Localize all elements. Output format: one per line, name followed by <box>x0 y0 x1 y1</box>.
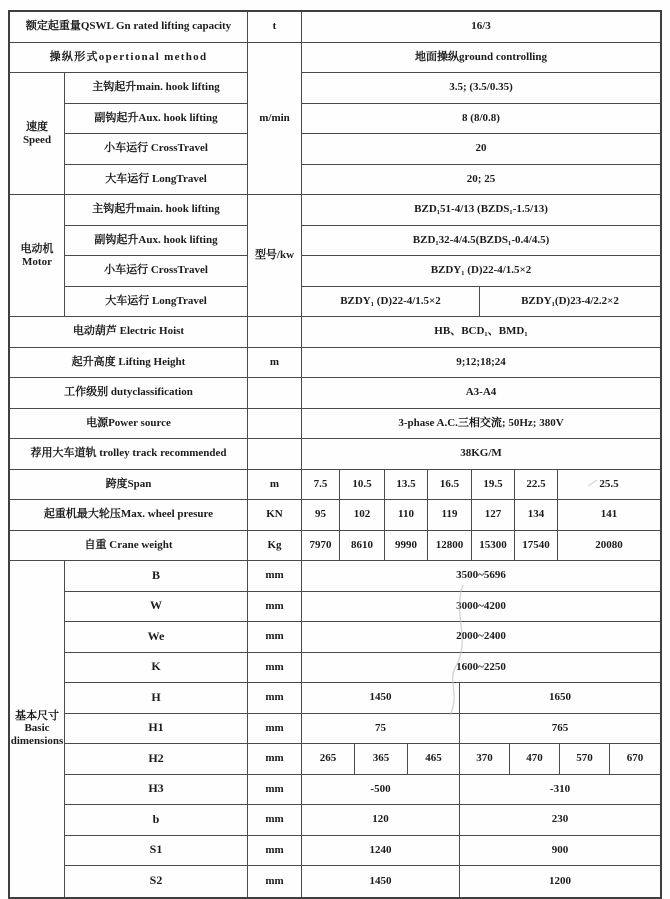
dim-label: H2 <box>65 744 248 775</box>
dim-unit: mm <box>248 836 302 867</box>
wheel-pressure-value: 127 <box>472 500 515 531</box>
dim-label: S1 <box>65 836 248 867</box>
crane-weight-label: 自重 Crane weight <box>10 531 248 562</box>
dim-unit: mm <box>248 653 302 684</box>
method-value: 地面操纵ground controlling <box>302 43 660 74</box>
rated-capacity-value: 16/3 <box>302 12 660 43</box>
motor-row-value: BZD₁51-4/13 (BZDS₁-1.5/13) <box>302 195 660 226</box>
wheel-pressure-label: 起重机最大轮压Max. wheel presure <box>10 500 248 531</box>
crane-weight-unit: Kg <box>248 531 302 562</box>
motor-longtravel-values <box>302 287 660 318</box>
table-row-duty-classification <box>10 378 660 409</box>
crane-spec-table <box>8 10 662 899</box>
power-source-unit <box>248 409 302 440</box>
dim-unit: mm <box>248 866 302 897</box>
crane-weight-value: 8610 <box>340 531 385 562</box>
table-row-crane-weight <box>10 531 660 562</box>
trolley-track-unit <box>248 439 302 470</box>
dim-label: H1 <box>65 714 248 745</box>
method-label: 操纵形式opertional method <box>10 43 248 74</box>
span-value: 16.5 <box>428 470 472 501</box>
dim-value-right: 230 <box>460 805 660 836</box>
rated-capacity-unit: t <box>248 12 302 43</box>
dim-row-b <box>65 805 660 836</box>
dim-label: H3 <box>65 775 248 806</box>
motor-longtravel-right: BZDY₁(D)23-4/2.2×2 <box>480 287 660 318</box>
crane-weight-value: 15300 <box>472 531 515 562</box>
dimensions-group-en2: dimensions <box>10 735 64 748</box>
power-source-label: 电源Power source <box>10 409 248 440</box>
dim-label: We <box>65 622 248 653</box>
motor-row-value: BZD₁32-4/4.5(BZDS₁-0.4/4.5) <box>302 226 660 257</box>
motor-group-en: Motor <box>22 255 52 268</box>
speed-row-label: 大车运行 LongTravel <box>65 165 248 196</box>
dim-value: 1600~2250 <box>302 653 660 684</box>
dim-unit: mm <box>248 775 302 806</box>
dim-unit: mm <box>248 592 302 623</box>
span-value: 19.5 <box>472 470 515 501</box>
motor-row-label: 小车运行 CrossTravel <box>65 256 248 287</box>
dim-h2-value: 470 <box>510 744 560 775</box>
dim-value-left: 1450 <box>302 866 460 897</box>
crane-weight-value: 7970 <box>302 531 340 562</box>
band-motor <box>10 195 660 317</box>
speed-group-en: Speed <box>22 133 52 146</box>
table-row-span <box>10 470 660 501</box>
dim-label: W <box>65 592 248 623</box>
dimensions-group-zh: 基本尺寸 <box>15 709 59 722</box>
electric-hoist-unit <box>248 317 302 348</box>
speed-row-value: 20; 25 <box>302 165 660 196</box>
speed-group-label <box>10 73 65 195</box>
span-value: 13.5 <box>385 470 428 501</box>
trolley-track-value: 38KG/M <box>302 439 660 470</box>
dim-row-We <box>65 622 660 653</box>
electric-hoist-value: HB、BCD₁、BMD₁ <box>302 317 660 348</box>
wheel-pressure-value: 141 <box>558 500 660 531</box>
table-row-power-source <box>10 409 660 440</box>
lifting-height-label: 起升高度 Lifting Height <box>10 348 248 379</box>
table-row-trolley-track <box>10 439 660 470</box>
dimensions-rows <box>65 561 660 897</box>
motor-unit-cell: 型号/kw <box>248 195 302 317</box>
speed-row-value: 20 <box>302 134 660 165</box>
dim-value-right: 765 <box>460 714 660 745</box>
span-label: 跨度Span <box>10 470 248 501</box>
speed-row-value: 3.5; (3.5/0.35) <box>302 73 660 104</box>
wheel-pressure-value: 95 <box>302 500 340 531</box>
rated-capacity-label: 额定起重量QSWL Gn rated lifting capacity <box>10 12 248 43</box>
dim-unit: mm <box>248 714 302 745</box>
band-basic-dimensions <box>10 561 660 897</box>
dim-unit: mm <box>248 683 302 714</box>
dim-row-K <box>65 653 660 684</box>
wheel-pressure-value: 134 <box>515 500 558 531</box>
motor-row-value: BZDY₁ (D)22-4/1.5×2 <box>302 256 660 287</box>
span-value: 22.5 <box>515 470 558 501</box>
dim-row-S2 <box>65 866 660 897</box>
dim-row-H2 <box>65 744 660 775</box>
motor-sublabels <box>65 195 248 317</box>
dim-unit: mm <box>248 622 302 653</box>
dim-value: 3000~4200 <box>302 592 660 623</box>
dim-unit: mm <box>248 744 302 775</box>
crane-weight-value: 17540 <box>515 531 558 562</box>
crane-weight-value: 20080 <box>558 531 660 562</box>
dim-label: b <box>65 805 248 836</box>
dim-value-right: 900 <box>460 836 660 867</box>
dim-value-right: 1200 <box>549 874 571 887</box>
dim-h2-value: 465 <box>408 744 460 775</box>
motor-longtravel-left: BZDY₁ (D)22-4/1.5×2 <box>302 287 480 318</box>
duty-classification-value: A3-A4 <box>302 378 660 409</box>
dim-value-left: -500 <box>302 775 460 806</box>
table-row-lifting-height <box>10 348 660 379</box>
speed-section <box>10 73 248 195</box>
table-row-wheel-pressure <box>10 500 660 531</box>
duty-classification-unit <box>248 378 302 409</box>
lifting-height-value: 9;12;18;24 <box>302 348 660 379</box>
dim-label: S2 <box>65 866 248 897</box>
electric-hoist-label: 电动葫芦 Electric Hoist <box>10 317 248 348</box>
dim-value: 2000~2400 <box>302 622 660 653</box>
dim-unit: mm <box>248 805 302 836</box>
dim-unit: mm <box>248 561 302 592</box>
speed-group-zh: 速度 <box>26 120 48 133</box>
method-speed-values <box>302 43 660 196</box>
span-unit: m <box>248 470 302 501</box>
dim-value-left: 120 <box>302 805 460 836</box>
dimensions-group-label <box>10 561 65 897</box>
crane-weight-value: 9990 <box>385 531 428 562</box>
dimensions-group-en1: Basic <box>24 722 50 735</box>
speed-row-label: 副钩起升Aux. hook lifting <box>65 104 248 135</box>
dim-row-S1 <box>65 836 660 867</box>
dim-row-H1 <box>65 714 660 745</box>
trolley-track-label: 荐用大车道轨 trolley track recommended <box>10 439 248 470</box>
motor-values <box>302 195 660 317</box>
duty-classification-label: 工作级别 dutyclassification <box>10 378 248 409</box>
motor-group-zh: 电动机 <box>20 242 54 255</box>
wheel-pressure-value: 119 <box>428 500 472 531</box>
dim-value: 3500~5696 <box>302 561 660 592</box>
speed-unit-cell: m/min <box>248 43 302 196</box>
dim-label: H <box>65 683 248 714</box>
dim-h2-value: 365 <box>355 744 408 775</box>
speed-row-value: 8 (8/0.8) <box>302 104 660 135</box>
span-value: 7.5 <box>302 470 340 501</box>
dim-label: B <box>65 561 248 592</box>
span-value: 10.5 <box>340 470 385 501</box>
span-value: 25.5 <box>558 470 660 501</box>
motor-row-label: 副钩起升Aux. hook lifting <box>65 226 248 257</box>
table-row-rated-capacity <box>10 12 660 43</box>
dim-h2-value: 370 <box>460 744 510 775</box>
wheel-pressure-value: 102 <box>340 500 385 531</box>
wheel-pressure-value: 110 <box>385 500 428 531</box>
dim-label: K <box>65 653 248 684</box>
power-source-value: 3-phase A.C.三相交流; 50Hz; 380V <box>302 409 660 440</box>
dim-h2-value: 670 <box>610 744 660 775</box>
speed-sublabels <box>65 73 248 195</box>
dim-value-left: 1450 <box>302 683 460 714</box>
dim-value-left: 1240 <box>302 836 460 867</box>
motor-row-label: 主钩起升main. hook lifting <box>65 195 248 226</box>
dim-row-H <box>65 683 660 714</box>
motor-row-label: 大车运行 LongTravel <box>65 287 248 318</box>
lifting-height-unit: m <box>248 348 302 379</box>
speed-row-label: 主钩起升main. hook lifting <box>65 73 248 104</box>
motor-group-label <box>10 195 65 317</box>
dim-value-left: 75 <box>302 714 460 745</box>
dim-row-B <box>65 561 660 592</box>
wheel-pressure-unit: KN <box>248 500 302 531</box>
speed-row-label: 小车运行 CrossTravel <box>65 134 248 165</box>
crane-weight-value: 12800 <box>428 531 472 562</box>
table-row-electric-hoist <box>10 317 660 348</box>
dim-h2-value: 570 <box>560 744 610 775</box>
band-method-speed <box>10 43 660 196</box>
dim-row-W <box>65 592 660 623</box>
dim-value-right: 1650 <box>460 683 660 714</box>
dim-value-right: -310 <box>460 775 660 806</box>
method-speed-labels <box>10 43 248 196</box>
dim-h2-value: 265 <box>302 744 355 775</box>
dim-row-H3 <box>65 775 660 806</box>
